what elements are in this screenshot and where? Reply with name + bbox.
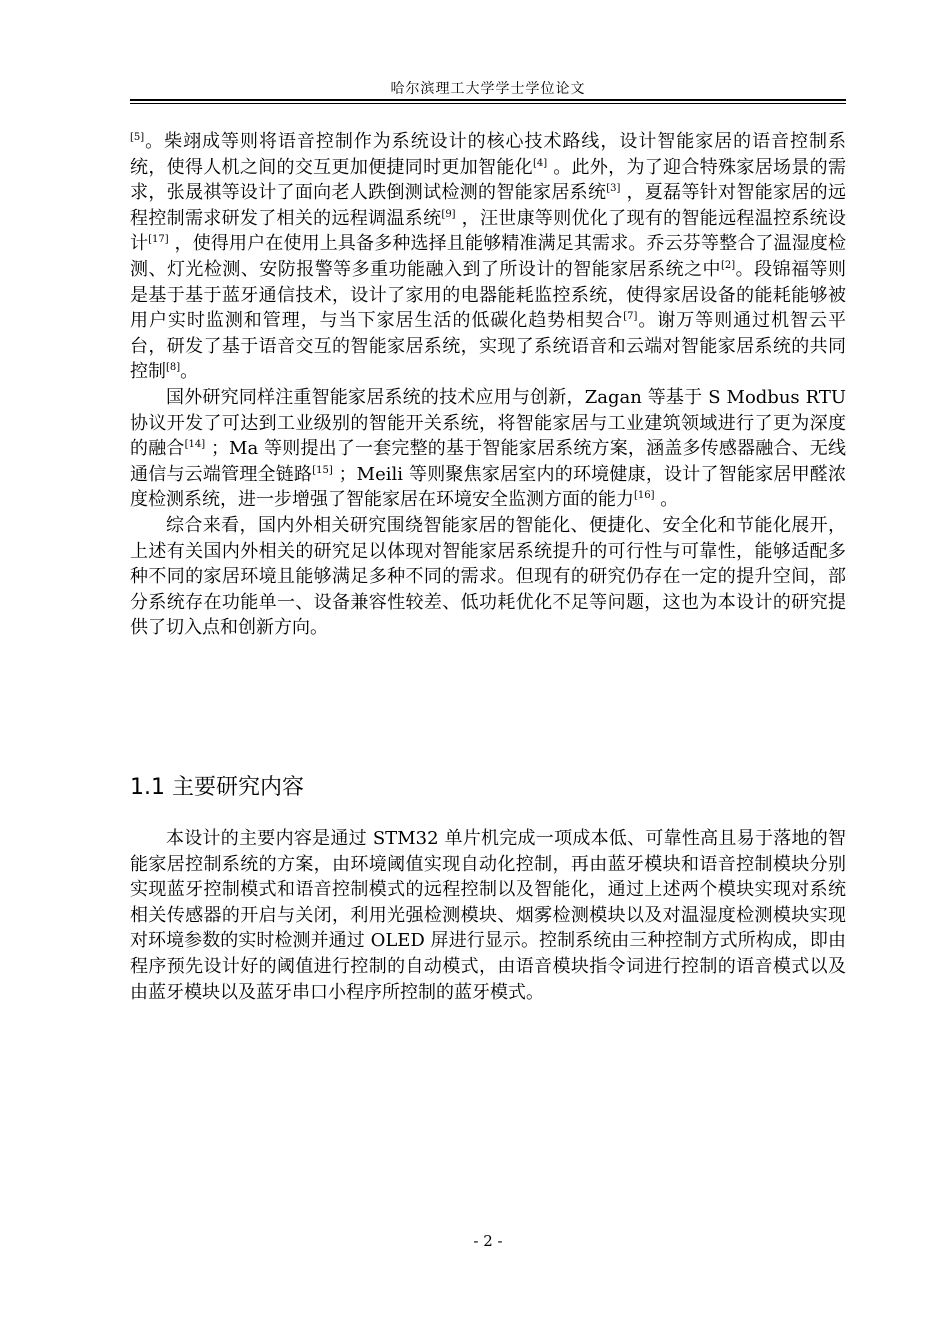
paragraph-text: 。 [180, 361, 199, 383]
paragraph-text: 国外研究同样注重智能家居系统的技术应用与创新，Zagan 等基于 S Modbus RTU 协议开发了可达到工业级别的智能开关系统，将智能家居与工业建筑领域进行了更为深度的融合 [130, 386, 846, 460]
citation: [5] [130, 132, 145, 143]
page-header: 哈尔滨理工大学学士学位论文 [390, 81, 586, 97]
paragraph-text: ，使得用户在使用上具备多种选择且能够精准满足其需求。乔云芬等整合了温湿度检测、灯光检测、安防报警等多重功能融入到了所设计的智能家居系统之中 [130, 233, 847, 280]
paragraph-text: ；Ma 等则提出了一套完整的基于智能家居系统方案，涵盖多传感器融合、无线通信与云端管理全链路 [130, 438, 846, 485]
citation: [14] [184, 439, 206, 451]
paragraph-text: 。段锦福等则是基于基于蓝牙通信技术，设计了家用的电器能耗监控系统，使得家居设备的能耗能够被用户实时监测和管理，与当下家居生活的低碳化趋势相契合 [130, 258, 847, 332]
citation: [16] [634, 490, 655, 502]
paragraph-text: 。此外，为了迎合特殊家居场景的需求，张晟祺等设计了面向老人跌倒测试检测的智能家居系统 [130, 156, 846, 204]
paragraph-text: ；Meili 等则聚焦家居室内的环境健康，设计了智能家居甲醛浓度检测系统，进一步增强了智能家居在环境安全监测方面的能力 [130, 463, 847, 511]
paragraph-foreign-research [130, 385, 846, 513]
citation: [2] [721, 259, 736, 271]
citation: [15] [312, 464, 333, 476]
citation: [9] [441, 208, 456, 220]
literature-review-body [130, 129, 846, 641]
section-heading: 1.1 主要研究内容 [130, 775, 304, 800]
paragraph-text: ，夏磊等针对智能家居的远程控制需求研发了相关的远程调温系统 [130, 182, 846, 229]
research-content-body [130, 826, 846, 1005]
citation: [7] [623, 311, 638, 323]
paragraph-summary: 综合来看，国内外相关研究围绕智能家居的智能化、便捷化、安全化和节能化展开，上述有关国内外相关的研究足以体现对智能家居系统提升的可行性与可靠性，能够适配多种不同的家居环境且能够满足多种不同的需求。但现有的研究仍存在一定的提升空间，部分系统存在功能单一、设备兼容性较差、低功耗优化不足等问题，这也为本设计的研究提供了切入点和创新方向。 [130, 514, 846, 639]
paragraph-text: ，汪世康等则优化了现有的智能远程温控系统设计 [130, 207, 846, 255]
page-number: - 2 - [473, 1232, 503, 1250]
paragraph-text: 。谢万等则通过机智云平台，研发了基于语音交互的智能家居系统，实现了系统语音和云端对智能家居系统的共同控制 [130, 310, 847, 383]
paragraph-text: 。 [654, 489, 679, 511]
paragraph-text: 。柴翊成等则将语音控制作为系统设计的核心技术路线，设计智能家居的语音控制系统，使得人机之间的交互更加便捷同时更加智能化 [130, 131, 846, 178]
citation: [4] [533, 157, 548, 169]
citation: [8] [166, 362, 181, 374]
header-rule [130, 99, 846, 101]
header-rule-thin [130, 103, 846, 104]
paragraph-research-content: 本设计的主要内容是通过 STM32 单片机完成一项成本低、可靠性高且易于落地的智能家居控制系统的方案，由环境阈值实现自动化控制，再由蓝牙模块和语音控制模块分别实现蓝牙控制模式和语音控制模式的远程控制以及智能化，通过上述两个模块实现对系统相关传感器的开启与关闭，利用光强检测模块、烟雾检测模块以及对温湿度检测模块实现对环境参数的实时检测并通过 OLED 屏进行显示。控制系统由三种控制方式所构成，即由程序预先设计好的阈值进行控制的自动模式，由语音模块指令词进行控制的语音模式以及由蓝牙模块以及蓝牙串口小程序所控制的蓝牙模式。 [130, 828, 846, 1003]
citation: [17] [148, 234, 169, 246]
paragraph-domestic-research [130, 129, 846, 385]
citation: [3] [606, 183, 621, 195]
